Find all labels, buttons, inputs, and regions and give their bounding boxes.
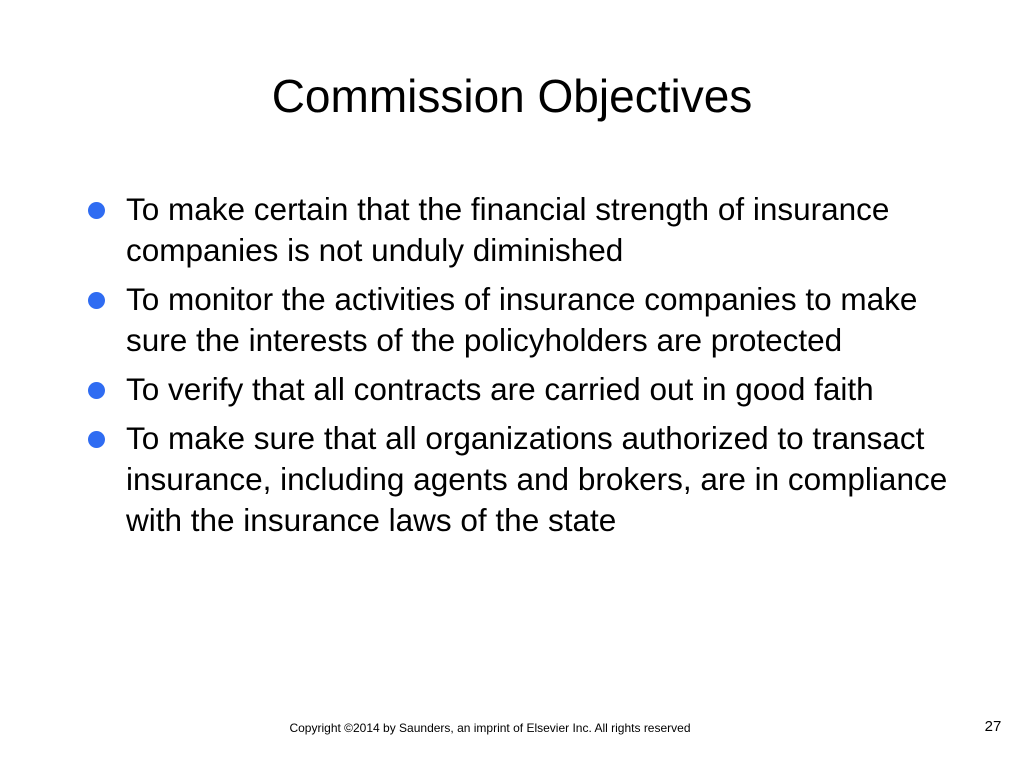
slide-title: Commission Objectives xyxy=(271,70,753,122)
bullet-dot-icon xyxy=(88,431,105,448)
bullet-item xyxy=(88,418,958,541)
bullet-list xyxy=(88,189,958,549)
bullet-text: To make sure that all organizations authorized to transact insurance, including agents and brokers, are in compliance with the insurance laws of the state xyxy=(126,420,948,538)
bullet-text: To monitor the activities of insurance companies to make sure the interests of the policyholders are protected xyxy=(126,281,918,358)
bullet-dot-icon xyxy=(88,382,105,399)
bullet-item xyxy=(88,369,958,410)
bullet-dot-icon xyxy=(88,202,105,219)
bullet-item xyxy=(88,279,958,361)
bullet-item xyxy=(88,189,958,271)
footer-copyright: Copyright ©2014 by Saunders, an imprint of Elsevier Inc. All rights reserved xyxy=(289,721,691,735)
bullet-text: To make certain that the financial strength of insurance companies is not unduly diminished xyxy=(126,191,890,268)
page-number: 27 xyxy=(984,718,1002,735)
bullet-text: To verify that all contracts are carried out in good faith xyxy=(126,371,874,407)
bullet-dot-icon xyxy=(88,292,105,309)
